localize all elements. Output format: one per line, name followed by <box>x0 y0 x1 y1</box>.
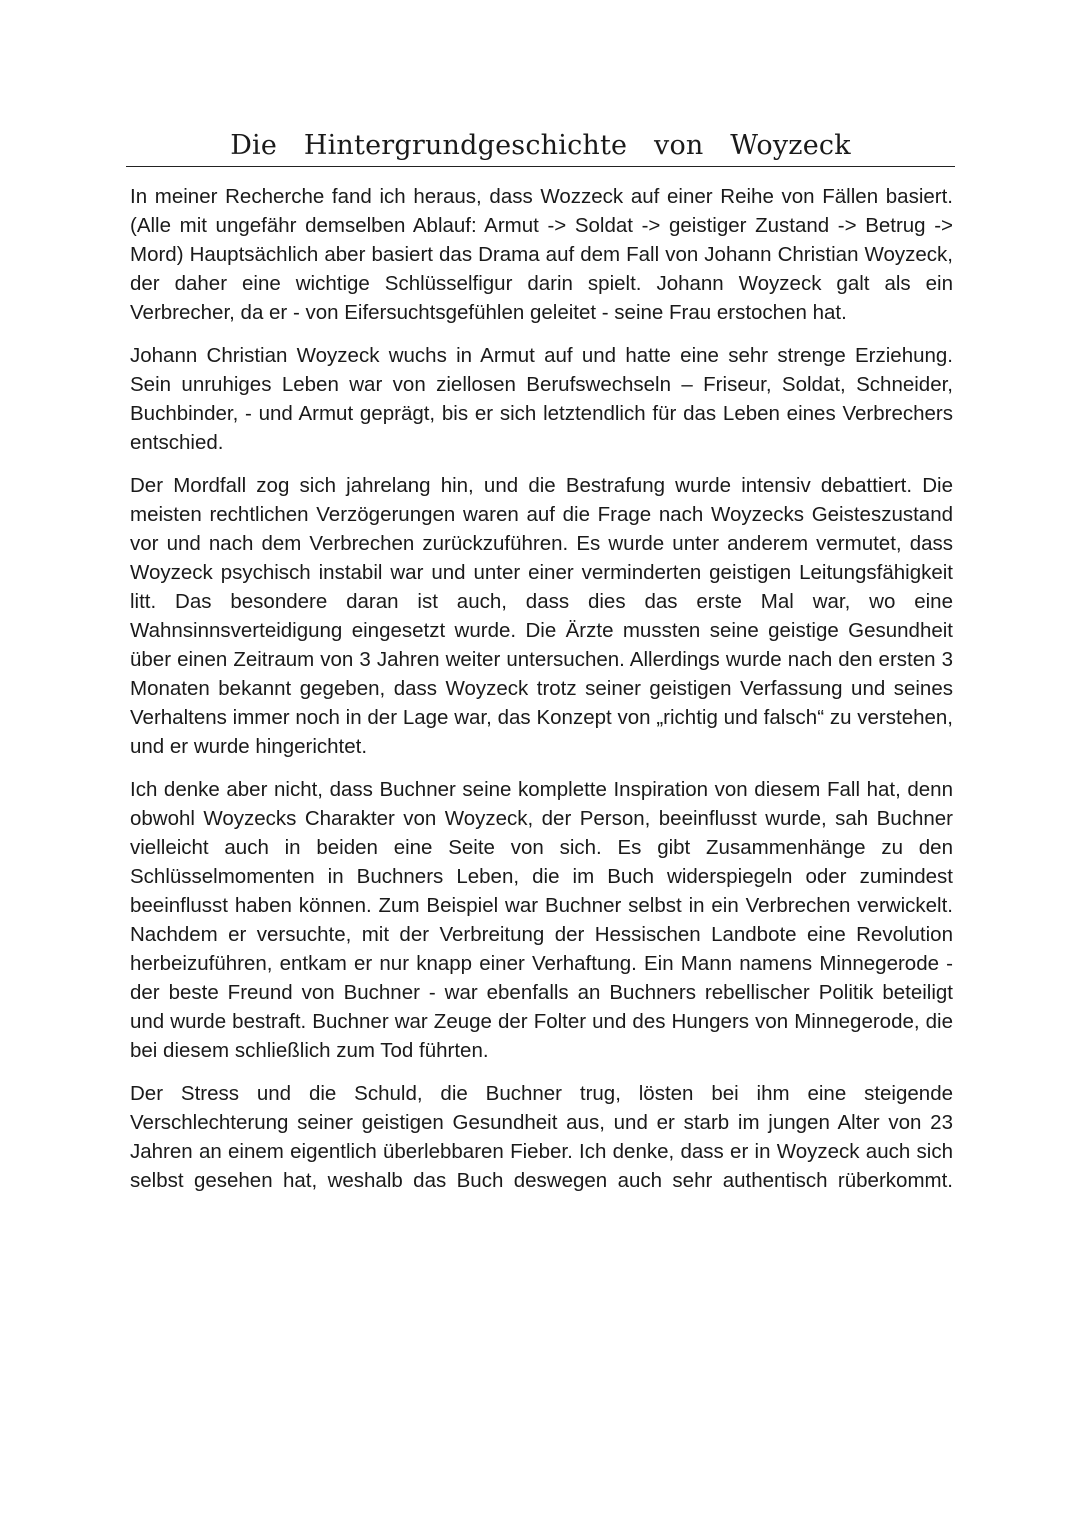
paragraph-3: Der Mordfall zog sich jahrelang hin, und die Bestrafung wurde intensiv debattiert. Die meisten rechtlichen Verzögerungen waren auf die Frage nach Woyzecks Geisteszustand vor und nach dem Verbrechen zurückzuführen. Es wurde unter anderem vermutet, dass Woyzeck psychisch instabil war und unter einer verminderten geistigen Leitungsfähigkeit litt. Das besondere daran ist auch, dass dies das erste Mal war, wo eine Wahnsinnsverteidigung eingesetzt wurde. Die Ärzte mussten seine geistige Gesundheit über einen Zeitraum von 3 Jahren weiter untersuchen. Allerdings wurde nach den ersten 3 Monaten bekannt gegeben, dass Woyzeck trotz seiner geistigen Verfassung und seines Verhaltens immer noch in der Lage war, das Konzept von „richtig und falsch“ zu verstehen, und er wurde hingerichtet. <box>130 474 953 758</box>
page-title: Die Hintergrundgeschichte von Woyzeck <box>230 130 851 161</box>
title-underline-block <box>126 126 955 167</box>
paragraph-4: Ich denke aber nicht, dass Buchner seine komplette Inspiration von diesem Fall hat, denn obwohl Woyzecks Charakter von Woyzeck, der Person, beeinflusst wurde, sah Buchner vielleicht auch in beiden eine Seite von sich. Es gibt Zusammenhänge zu den Schlüsselmomenten in Buchners Leben, die im Buch widerspiegeln oder zumindest beeinflusst haben können. Zum Beispiel war Buchner selbst in ein Verbrechen verwickelt. Nachdem er versuchte, mit der Verbreitung der Hessischen Landbote eine Revolution herbeizuführen, entkam er nur knapp einer Verhaftung. Ein Mann namens Minnegerode - der beste Freund von Buchner - war ebenfalls an Buchners rebellischer Politik beteiligt und wurde bestraft. Buchner war Zeuge der Folter und des Hungers von Minnegerode, die bei diesem schließlich zum Tod führten. <box>130 778 953 1062</box>
paragraph-5: Der Stress und die Schuld, die Buchner trug, lösten bei ihm eine steigende Verschlechterung seiner geistigen Gesundheit aus, und er starb im jungen Alter von 23 Jahren an einem eigentlich überlebbaren Fieber. Ich denke, dass er in Woyzeck auch sich selbst gesehen hat, weshalb das Buch deswegen auch sehr authentisch rüberkommt. <box>130 1082 953 1192</box>
paragraph-2: Johann Christian Woyzeck wuchs in Armut auf und hatte eine sehr strenge Erziehung. Sein unruhiges Leben war von ziellosen Berufswechseln – Friseur, Soldat, Schneider, Buchbinder, - und Armut geprägt, bis er sich letztendlich für das Leben eines Verbrechers entschied. <box>130 344 953 454</box>
document-body <box>130 182 953 1209</box>
paragraph-1: In meiner Recherche fand ich heraus, dass Wozzeck auf einer Reihe von Fällen basiert. (Alle mit ungefähr demselben Ablauf: Armut -> Soldat -> geistiger Zustand -> Betrug -> Mord) Hauptsächlich aber basiert das Drama auf dem Fall von Johann Christian Woyzeck, der daher eine wichtige Schlüsselfigur darin spielt. Johann Woyzeck galt als ein Verbrecher, da er - von Eifersuchtsgefühlen geleitet - seine Frau erstochen hat. <box>130 185 953 324</box>
